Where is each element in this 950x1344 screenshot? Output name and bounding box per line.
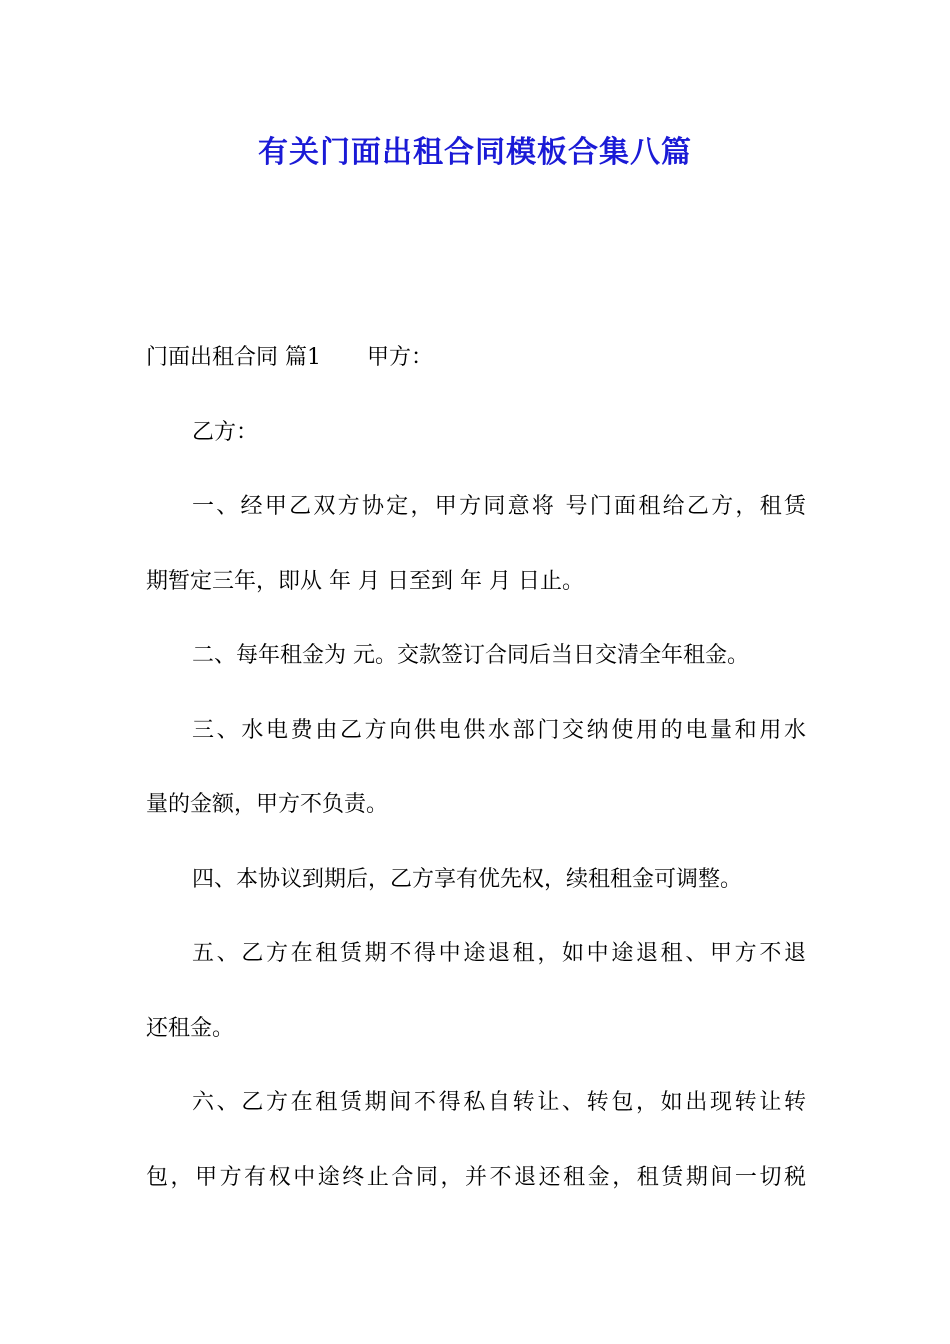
document-body (146, 333, 806, 1227)
party-b-line: 乙方： (192, 419, 259, 445)
clause-1-line-2: 期暂定三年，即从 年 月 日至到 年 月 日止。 (146, 568, 584, 594)
clause-3-line-2: 量的金额，甲方不负责。 (146, 792, 389, 817)
clause-3-line-1: 三、水电费由乙方向供电供水部门交纳使用的电量和用水 (192, 717, 806, 743)
document-title: 有关门面出租合同模板合集八篇 (258, 135, 692, 170)
section-heading: 门面出租合同 篇1 (146, 345, 321, 370)
clause-1-line-1: 一、经甲乙双方协定，甲方同意将 号门面租给乙方，租赁 (192, 494, 806, 519)
clause-4-line-1: 四、本协议到期后，乙方享有优先权，续租租金可调整。 (192, 866, 743, 892)
section-heading-line (146, 333, 806, 408)
clause-5-line-1: 五、乙方在租赁期不得中途退租，如中途退租、甲方不退 (192, 941, 806, 966)
clause-6-line-1: 六、乙方在租赁期间不得私自转让、转包，如出现转让转 (192, 1090, 806, 1115)
party-a-label: 甲方： (367, 345, 434, 370)
clause-5-line-2: 还租金。 (146, 1015, 235, 1041)
clause-2-line-1: 二、每年租金为 元。交款签订合同后当日交清全年租金。 (192, 643, 749, 668)
clause-6-line-2: 包，甲方有权中途终止合同，并不退还租金，租赁期间一切税 (146, 1164, 806, 1190)
